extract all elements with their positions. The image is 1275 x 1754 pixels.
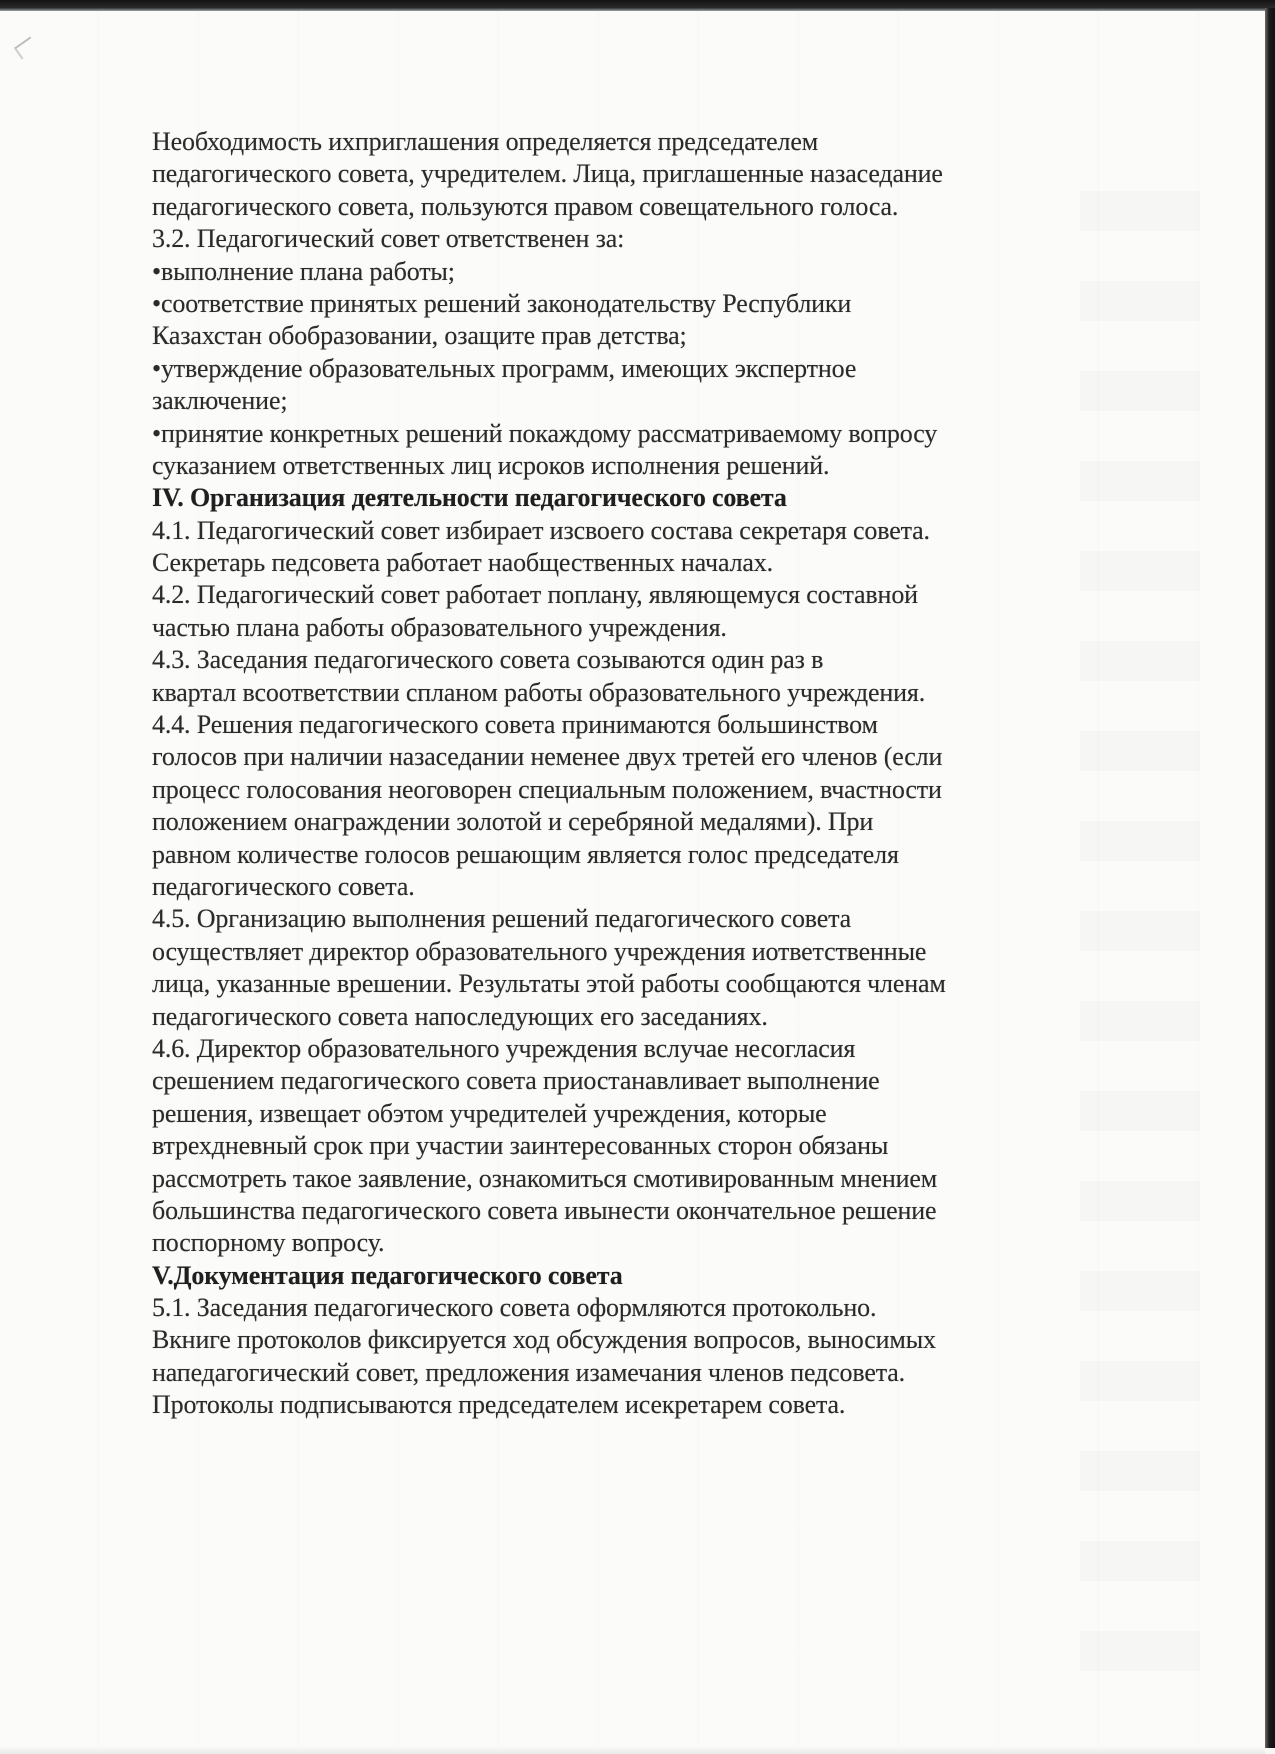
text-line: Необходимость ихприглашения определяется председателем [152,127,819,156]
text-line: суказанием ответственных лиц исроков исполнения решений. [152,450,830,480]
text-line: заключение; [152,386,288,416]
scan-smudge-mark [14,37,38,60]
document-body [152,126,1152,1422]
text-line: поспорному вопросу. [152,1228,385,1258]
text-line: равном количестве голосов решающим является голос председателя [152,839,899,869]
text-line: осуществляет директор образовательного учреждения иответственные [152,936,927,966]
clause-4-5: 4.5. Организацию выполнения решений педагогического совета [152,904,852,934]
bullet-item: •принятие конкретных решений покаждому рассматриваемому вопросу [152,418,938,448]
text-line: рассмотреть такое заявление, ознакомиться смотивированным мнением [152,1163,938,1193]
text-line: процесс голосования неоговорен специальным положением, вчастности [152,774,942,804]
clause-4-3: 4.3. Заседания педагогического совета созываются один раз в [152,645,824,675]
text-line: педагогического совета, пользуются правом совещательного голоса. [152,191,899,221]
bullet-item: •выполнение плана работы; [152,256,455,286]
text-line: Казахстан обобразовании, озащите прав детства; [152,321,687,351]
clause-4-4: 4.4. Решения педагогического совета принимаются большинством [152,710,878,740]
clause-3-2: 3.2. Педагогический совет ответственен за: [152,224,625,254]
text-line: квартал всоответствии спланом работы образовательного учреждения. [152,677,926,707]
text-line: педагогического совета напоследующих его заседаниях. [152,1001,768,1031]
bullet-item: •соответствие принятых решений законодательству Республики [152,288,852,318]
scan-top-border [0,0,1275,11]
clause-4-1: 4.1. Педагогический совет избирает изсвоего состава секретаря совета. [152,515,930,545]
clause-4-6: 4.6. Директор образовательного учреждения вслучае несогласия [152,1033,856,1063]
text-line: напедагогический совет, предложения изамечания членов педсовета. [152,1357,905,1387]
text-line: срешением педагогического совета приостанавливает выполнение [152,1066,880,1096]
page-bottom-edge [0,1746,1265,1754]
text-line: педагогического совета, учредителем. Лица, приглашенные назаседание [152,159,943,189]
text-line: Протоколы подписываются председателем исекретарем совета. [152,1390,846,1420]
section-heading-v: V.Документация педагогического совета [152,1260,623,1290]
text-line: втрехдневный срок при участии заинтересованных сторон обязаны [152,1131,889,1161]
section-heading-iv: IV. Организация деятельности педагогического совета [152,483,787,513]
text-line: большинства педагогического совета ивынести окончательное решение [152,1195,937,1225]
text-line: голосов при наличии назаседании неменее двух третей его членов (если [152,742,943,772]
bullet-item: •утверждение образовательных программ, имеющих экспертное [152,353,857,383]
text-line: Вкниге протоколов фиксируется ход обсуждения вопросов, выносимых [152,1325,936,1355]
text-line: педагогического совета. [152,871,415,901]
text-line: частью плана работы образовательного учреждения. [152,612,727,642]
scan-right-border [1265,8,1275,1748]
clause-5-1: 5.1. Заседания педагогического совета оформляются протокольно. [152,1293,877,1323]
text-line: Секретарь педсовета работает наобщественных началах. [152,548,773,578]
text-line: лица, указанные врешении. Результаты этой работы сообщаются членам [152,969,946,999]
clause-4-2: 4.2. Педагогический совет работает поплану, являющемуся составной [152,580,918,610]
text-line: решения, извещает обэтом учредителей учреждения, которые [152,1098,827,1128]
text-line: положением онаграждении золотой и серебряной медалями). При [152,807,874,837]
